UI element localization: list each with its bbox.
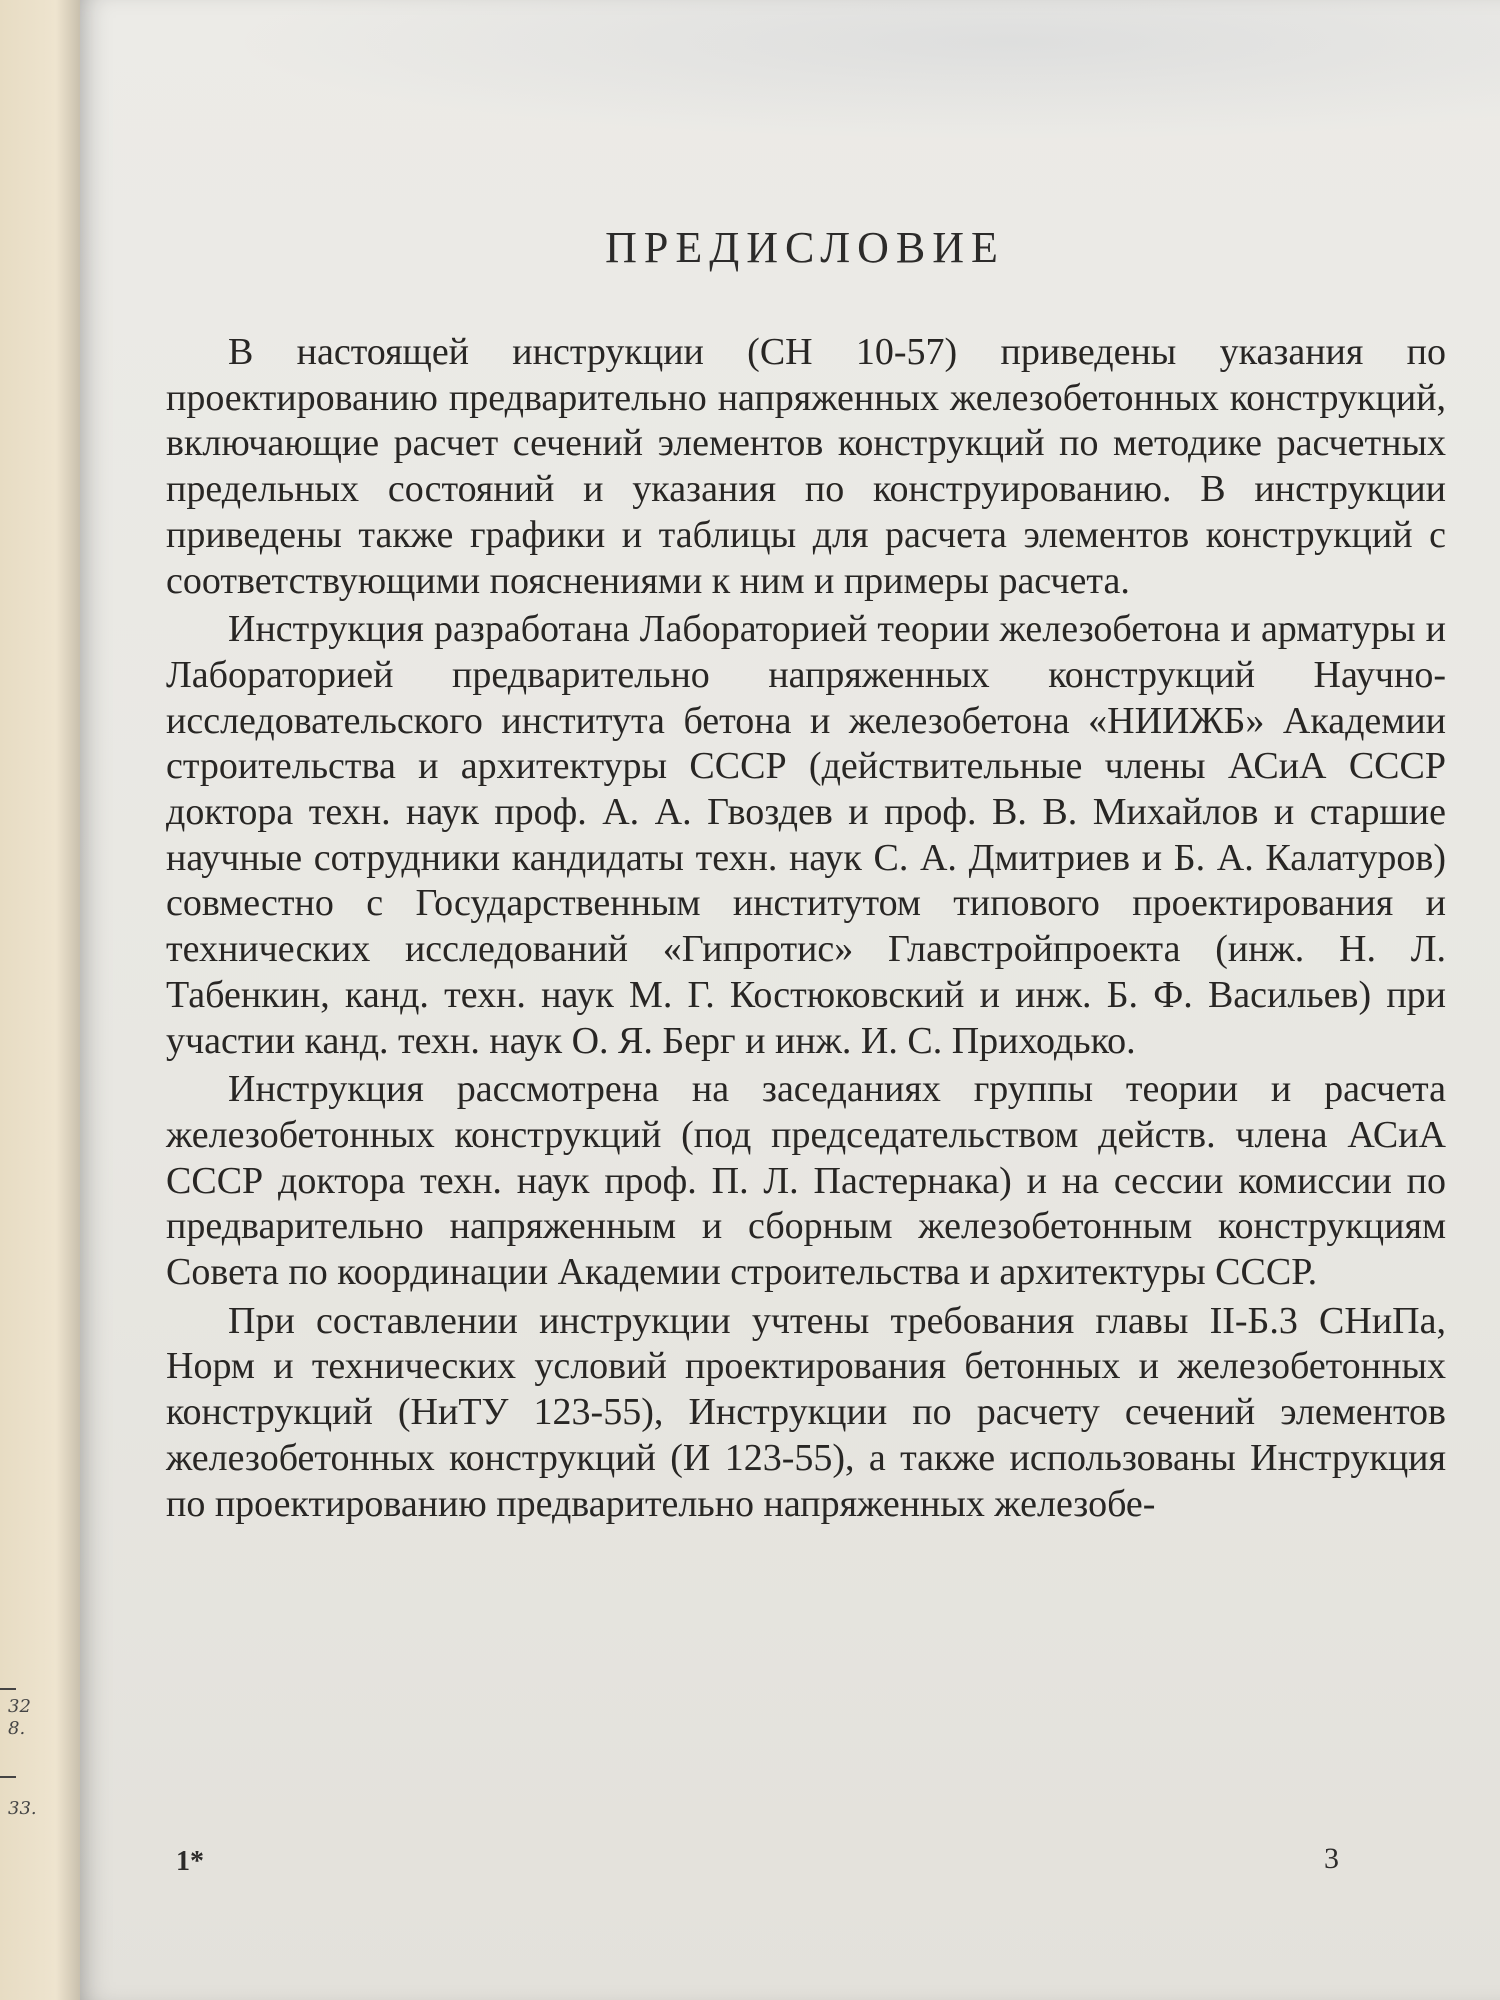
margin-fragment: 8. bbox=[8, 1718, 26, 1739]
paragraph: Инструкция рассмотрена на заседаниях группы теории и расчета железобетонных конструкций (под председательством действ. члена АСиА СССР доктора техн. наук проф. П. Л. Пастернака) и на сессии комиссии по предварительно напряженным и сборным железобетонным конструкциям Совета по координации Академии строительства и архитектуры СССР. bbox=[166, 1068, 1446, 1294]
adjacent-page-edge bbox=[0, 0, 80, 2000]
page-title: ПРЕДИСЛОВИЕ bbox=[605, 223, 1005, 272]
show-through-text bbox=[230, 0, 1500, 140]
book-page bbox=[80, 0, 1500, 2000]
paragraph: Инструкция разработана Лабораторией теории железобетона и арматуры и Лабораторией предварительно напряженных конструкций Научно-исследовательского института бетона и железобетона «НИИЖБ» Академии строительства и архитектуры СССР (действительные члены АСиА СССР доктора техн. наук проф. А. А. Гвоздев и проф. В. В. Михайлов и старшие научные сотрудники кандидаты техн. наук С. А. Дмитриев и Б. А. Калатуров) совместно с Государственным институтом типового проектирования и технических исследований «Гипротис» Главстройпроекта (инж. Н. Л. Табенкин, канд. техн. наук М. Г. Костюковский и инж. Б. Ф. Васильев) при участии канд. техн. наук О. Я. Берг и инж. И. С. Приходько. bbox=[166, 608, 1446, 1062]
body-text bbox=[166, 330, 1446, 1530]
paragraph: При составлении инструкции учтены требования главы II-Б.3 СНиПа, Норм и технических условий проектирования бетонных и железобетонных конструкций (НиТУ 123-55), Инструкции по расчету сечений элементов железобетонных конструкций (И 123-55), а также использованы Инструкция по проектированию предварительно напряженных железобе- bbox=[166, 1299, 1446, 1525]
margin-dash bbox=[0, 1688, 16, 1690]
margin-fragment: 32 bbox=[8, 1696, 31, 1717]
signature-mark: 1* bbox=[176, 1846, 204, 1877]
margin-dash bbox=[0, 1776, 16, 1778]
paragraph: В настоящей инструкции (СН 10-57) приведены указания по проектированию предварительно напряженных железобетонных конструкций, включающие расчет сечений элементов конструкций по методике расчетных предельных состояний и указания по конструированию. В инструкции приведены также графики и таблицы для расчета элементов конструкций с соответствующими пояснениями к ним и примеры расчета. bbox=[166, 331, 1446, 602]
page-number: 3 bbox=[1324, 1842, 1339, 1875]
margin-fragment: 33. bbox=[8, 1798, 37, 1819]
